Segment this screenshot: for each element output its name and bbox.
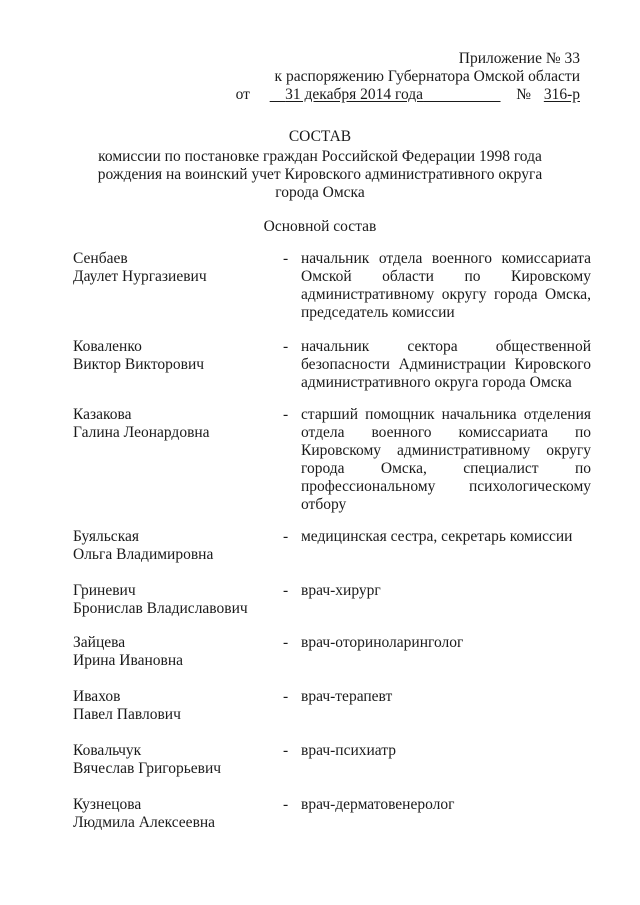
dash-separator: - (283, 528, 289, 545)
member-surname: Коваленко (73, 338, 142, 355)
member-given-name: Даулет Нургазиевич (73, 268, 207, 285)
subtitle-line: комиссии по постановке граждан Российской Федерации 1998 года (98, 148, 542, 165)
member-given-name: Виктор Викторович (73, 356, 205, 373)
member-surname: Кузнецова (73, 796, 142, 813)
appendix-title: Приложение № 33 (458, 50, 580, 67)
member-role: врач-терапевт (301, 688, 393, 705)
appendix-number: 316-р (543, 86, 580, 103)
number-prefix: № (516, 86, 532, 103)
member-surname: Сенбаев (73, 250, 128, 267)
dash-separator: - (283, 338, 289, 355)
appendix-order-reference: к распоряжению Губернатора Омской области (274, 68, 580, 85)
member-name (73, 250, 273, 286)
member-name (73, 338, 273, 374)
member-role: врач-психиатр (301, 742, 396, 759)
member-given-name: Ольга Владимировна (73, 546, 214, 563)
document-title: СОСТАВ (288, 128, 352, 145)
subtitle-line: города Омска (275, 184, 365, 201)
dash-separator: - (283, 582, 289, 599)
member-role: врач-дерматовенеролог (301, 796, 455, 813)
member-surname: Зайцева (73, 634, 126, 651)
member-name (73, 634, 273, 670)
section-title: Основной состав (263, 218, 377, 235)
dash-separator: - (283, 742, 289, 759)
member-given-name: Людмила Алексеевна (73, 814, 216, 831)
member-surname: Гриневич (73, 582, 136, 599)
member-given-name: Галина Леонардовна (73, 424, 210, 441)
dash-separator: - (283, 250, 289, 267)
member-role: медицинская сестра, секретарь комиссии (301, 528, 573, 545)
member-given-name: Ирина Ивановна (73, 652, 184, 669)
member-role: начальник отдела военного комиссариата Омской области по Кировскому административному округу города Омска, председатель комиссии (301, 250, 591, 321)
member-name (73, 796, 273, 832)
appendix-date: 31 декабря 2014 года (285, 86, 424, 103)
member-name (73, 742, 273, 778)
member-name (73, 528, 273, 564)
member-surname: Ковальчук (73, 742, 142, 759)
member-surname: Ивахов (73, 688, 121, 705)
dash-separator: - (283, 406, 289, 423)
member-given-name: Павел Павлович (73, 706, 181, 723)
dash-separator: - (283, 796, 289, 813)
member-name (73, 688, 273, 724)
dash-separator: - (283, 688, 289, 705)
member-given-name: Бронислав Владиславович (73, 600, 248, 617)
member-name (73, 406, 273, 442)
subtitle-line: рождения на воинский учет Кировского административного округа (97, 166, 543, 183)
member-role: старший помощник начальника отделения отдела военного комиссариата по Кировскому административному округу города Омска, специалист по профессиональному психологическому отбору (301, 406, 591, 513)
dash-separator: - (283, 634, 289, 651)
member-surname: Буяльская (73, 528, 139, 545)
member-role: начальник сектора общественной безопасности Администрации Кировского административного округа города Омска (301, 338, 591, 391)
member-surname: Казакова (73, 406, 132, 423)
member-role: врач-оториноларинголог (301, 634, 464, 651)
date-prefix: от (235, 86, 250, 103)
member-given-name: Вячеслав Григорьевич (73, 760, 222, 777)
member-role: врач-хирург (301, 582, 381, 599)
member-name (73, 582, 273, 618)
